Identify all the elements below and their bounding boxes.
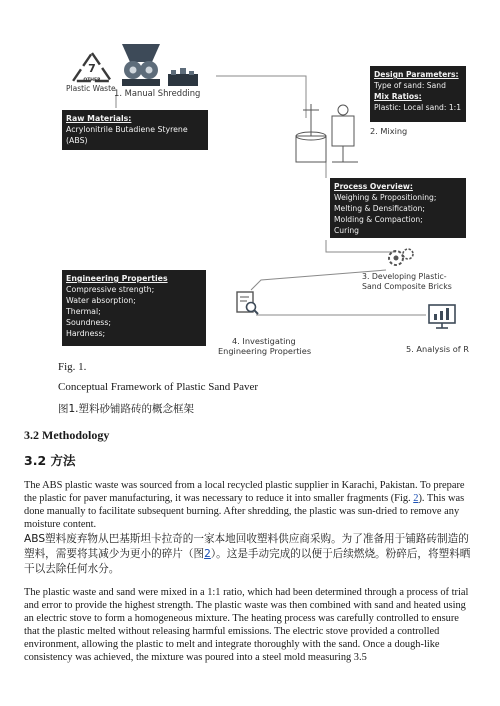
plastic-waste-label: Plastic Waste (66, 84, 116, 93)
recycle-code: 7 (88, 62, 96, 75)
design-parameters-line-2: Plastic: Local sand: 1:1 (374, 103, 462, 112)
process-overview-box (330, 178, 466, 238)
process-item-4: Curing (334, 226, 359, 235)
step-3-label-line-1: 3. Developing Plastic- (362, 272, 447, 281)
figure-2-link[interactable]: 2 (413, 493, 419, 504)
section-heading-chinese: 3.2 方法 (24, 453, 76, 468)
gears-icon (386, 246, 416, 270)
mixing-equipment-icon (288, 96, 368, 168)
figure-caption: Conceptual Framework of Plastic Sand Paver (58, 381, 259, 393)
raw-materials-line-2: (ABS) (66, 136, 88, 145)
step-1-label: 1. Manual Shredding (114, 88, 201, 98)
shredder-machine-icon (118, 42, 164, 88)
section-heading: 3.2 Methodology (24, 428, 110, 442)
engineering-item-4: Soundness; (66, 318, 112, 327)
engineering-item-3: Thermal; (66, 307, 101, 316)
raw-materials-box (62, 110, 208, 150)
figure-2-link-chinese[interactable]: 2 (204, 548, 211, 560)
analysis-monitor-icon (428, 304, 456, 330)
step-5-label: 5. Analysis of R (406, 344, 469, 354)
document-search-icon (234, 290, 260, 316)
paragraph-1-chinese-text-start: ABS塑料废弃物从巴基斯坦卡拉奇的一家本地回收塑料供应商采购。为了准备用于铺路砖制造的塑料，需要将其减少为更小的碎片（图 (24, 533, 469, 560)
engineering-item-5: Hardness; (66, 329, 106, 338)
conceptual-framework-figure (56, 40, 480, 356)
mix-ratios-heading: Mix Ratios: (374, 92, 422, 101)
step-4-label-line-2: Engineering Properties (218, 346, 312, 356)
step-3-label-line-2: Sand Composite Bricks (362, 282, 452, 291)
paragraph-2: The plastic waste and sand were mixed in a 1:1 ratio, which had been determined through a process of trial and error to provide the highest strength. The plastic waste was then combined with sand and heated using an electric stove to form a homogeneous mixture. The heating process was carefully controlled to ensure that the plastic melted without releasing harmful emissions. The electric stove provided a controlled environment, allowing the plastic to melt and integrate thoroughly with the sand. Once a dough-like consistency was achieved, the mixture was poured into a steel mold measuring 3.5 (24, 587, 469, 663)
paragraph-1-chinese-text-end: ）。这是手动完成的以便于后续燃烧。粉碎后，将塑料晒干以去除任何水分。 (24, 548, 471, 575)
paragraph-1-text-end: ). This was done manually to facilitate subsequent burning. After shredding, the plastic was sun-dried to remove any moisture content. (24, 493, 465, 530)
paragraph-1-text-start: The ABS plastic waste was sourced from a local recycled plastic supplier in Karachi, Pakistan. To prepare the plastic for paver manufacturing, it was necessary to reduce it into smaller fragments (Fig. (24, 480, 465, 504)
engineering-item-2: Water absorption; (66, 296, 136, 305)
figure-label: Fig. 1. (58, 361, 87, 373)
design-parameters-line-1: Type of sand: Sand (374, 81, 446, 90)
design-parameters-heading: Design Parameters: (374, 70, 459, 79)
recycle-other-label: OTHER (83, 78, 101, 83)
raw-materials-line-1: Acrylonitrile Butadiene Styrene (66, 125, 188, 134)
raw-materials-heading: Raw Materials: (66, 114, 132, 123)
step-2-label: 2. Mixing (370, 126, 408, 136)
engineering-item-1: Compressive strength; (66, 285, 155, 294)
process-overview-heading: Process Overview: (334, 182, 413, 191)
shredded-pieces-icon (168, 68, 198, 86)
engineering-properties-heading: Engineering Properties (66, 274, 168, 283)
paragraph-1 (24, 479, 476, 531)
process-item-2: Melting & Densification; (334, 204, 425, 213)
step-4-label-line-1: 4. Investigating (232, 336, 296, 346)
engineering-properties-box (62, 270, 206, 346)
process-item-3: Molding & Compaction; (334, 215, 423, 224)
figure-caption-chinese: 图1.塑料砂铺路砖的概念框架 (58, 403, 195, 415)
paragraph-1-chinese (24, 532, 476, 577)
design-parameters-box (370, 66, 466, 122)
process-item-1: Weighing & Propositioning; (334, 193, 437, 202)
